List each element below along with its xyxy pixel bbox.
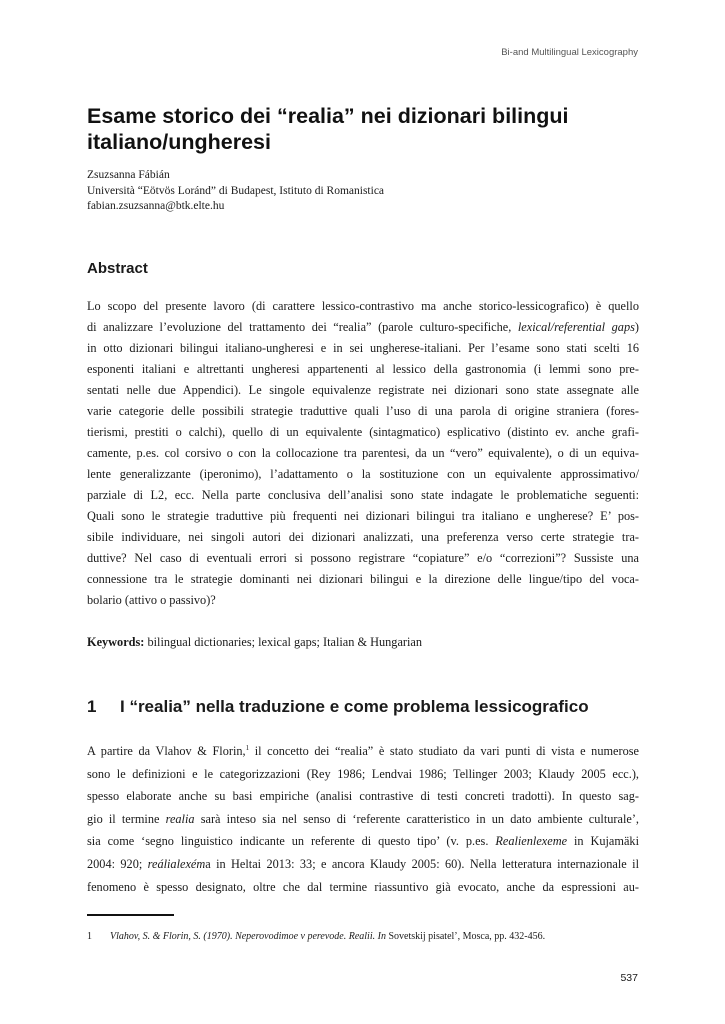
body-line: sono le definizioni e le categorizzazioni (Rey 1986; Lendvai 1986; Tellinger 2003; Klaudy 2005 ecc.), [87,766,639,781]
abstract-line: di analizzare l’evoluzione del trattamento dei “realia” (parole culturo-specifiche, lexical/referential gaps) [87,320,639,334]
abstract-line: in otto dizionari bilingui italiano-ungheresi e in sei ungherese-italiani. Per l’esame sono stati scelti 16 [87,341,639,355]
page-number: 537 [620,972,638,984]
abstract-line: camente, p.es. col corsivo o con la collocazione tra parentesi, da un “vero” equivalente), o di un equiva- [87,446,639,460]
footnote-ref[interactable]: 1 [245,743,250,752]
body-line: spesso elaborate anche su basi empiriche (analisi contrastive di testi concreti tradotti). In questo sag- [87,789,639,804]
keywords-list: bilingual dictionaries; lexical gaps; Italian & Hungarian [147,635,423,649]
abstract-line: tierismi, prestiti o calchi), quello di un equivalente (sintagmatico) esplicativo (distinto ev. anche grafi- [87,425,639,439]
body-line: gio il termine realia sarà inteso sia nel senso di ‘referente caratteristico in un dato ambiente culturale’, [87,811,639,826]
abstract-line: sibile individuare, nei singoli autori dei dizionari analizzati, una preferenza verso certe strategie tra- [87,530,639,544]
body-line: 2004: 920; reálialexéma in Heltai 2013: 33; e ancora Klaudy 2005: 60). Nella letteratura internazionale il [87,856,639,871]
footnote-divider [87,914,174,916]
section-number: 1 [87,697,97,716]
author-affiliation: Università “Eötvös Loránd” di Budapest, Istituto di Romanistica [87,184,385,197]
body-line: fenomeno è spesso designato, oltre che dal termine riassuntivo già evocato, anche da espressioni au- [87,879,639,894]
abstract-line: parziale di L2, ecc. Nella parte conclusiva dell’analisi sono state indagate le problematiche seguenti: [87,488,639,502]
abstract-line: duttive? Nel caso di eventuali errori si possono registrare “copiature” e/o “correzioni”? Sussiste una [87,551,639,565]
abstract-heading: Abstract [87,260,148,277]
author-block [87,168,647,215]
section-heading [87,697,589,717]
section-title: I “realia” nella traduzione e come problema lessicografico [120,697,589,716]
abstract-line: varie categorie delle possibili strategie traduttive quali l’uso di una parola di origine straniera (fores- [87,404,639,418]
section-body [87,740,639,898]
footnote-citation: Vlahov, S. & Florin, S. (1970). Neperovodimoe v perevode. Realii. In [110,931,389,942]
author-email: fabian.zsuzsanna@btk.elte.hu [87,200,225,212]
abstract-line: sentati nelle due Appendici). Le singole equivalenze registrate nei dizionari sono state assegnate alle [87,383,639,397]
abstract-line: bolario (attivo o passivo)? [87,593,216,607]
abstract-line: esponenti italiani e altrettanti ungheresi appartenenti al lessico della gastronomia (i lemmi sono pre- [87,362,639,376]
article-title: Esame storico dei “realia” nei dizionari bilingui italiano/ungheresi [87,104,569,154]
abstract-line: Quali sono le strategie traduttive più frequenti nei dizionari bilingui tra italiano e ungherese? E’ pos- [87,509,639,523]
abstract-line: lente generalizzante (iperonimo), l’adattamento o la sostituzione con un equivalente approssimativo/ [87,467,639,481]
footnote-publisher: Sovetskij pisatel’, Mosca, pp. 432-456. [388,931,546,942]
abstract-emphasis: lexical/referential gaps [517,320,635,334]
keywords [87,632,639,653]
body-line: A partire da Vlahov & Florin,$^1$ il concetto dei “realia” è stato studiato da vari punti di vista e numerose [87,743,639,758]
abstract-line: Lo scopo del presente lavoro (di carattere lessico-contrastivo ma anche storico-lessicografico) è quello [87,299,639,313]
footnote-number: 1 [87,931,92,942]
body-line: sia come ‘segno linguistico indicante un referente di questo tipo’ (v. p.es. Realienlexeme in Kujamäki [87,834,639,849]
abstract-line: connessione tra le strategie dominanti nei dizionari bilingui e la direzione delle lingue/tipo del voca- [87,572,639,586]
footnote [87,930,647,943]
abstract-body [87,296,639,611]
keywords-label: Keywords: [87,635,145,649]
running-header: Bi-and Multilingual Lexicography [501,47,638,58]
author-name: Zsuzsanna Fábián [87,169,170,181]
